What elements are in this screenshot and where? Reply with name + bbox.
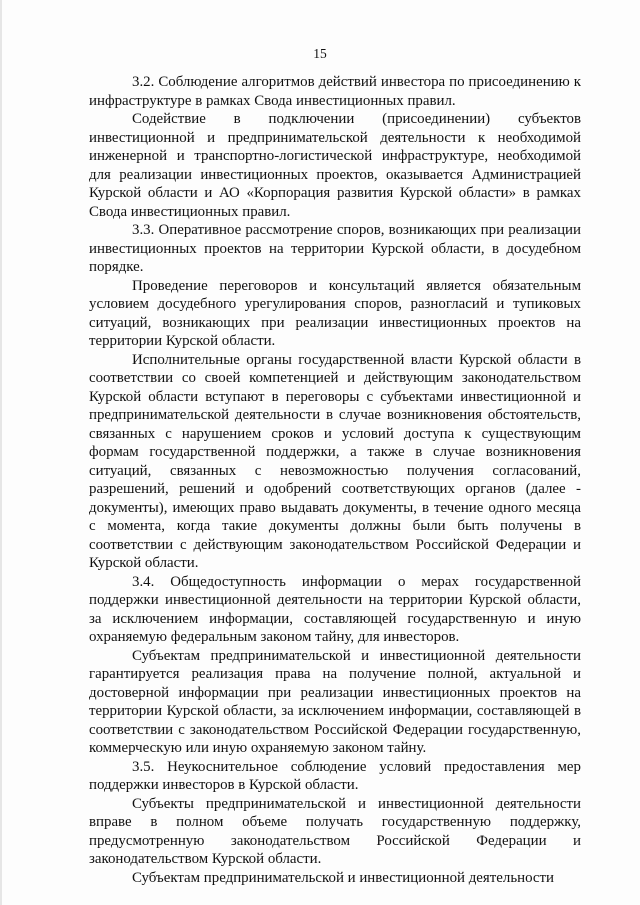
paragraph-state-support: Субъекты предпринимательской и инвестиционной деятельности вправе в полном объеме получать государственную поддержку, предусмотренную законодательством Российской Федерации и законодательством Курской области. (89, 795, 581, 867)
paragraph-executive-bodies: Исполнительные органы государственной власти Курской области в соответствии со своей компетенцией и действующим законодательством Курской области вступают в переговоры с субъектами инвестиционной и предпринимательской деятельности в случае возникновения обстоятельств, связанных с нарушением сроков и условий доступа к существующим формам государственной поддержки, а также в случае возникновения ситуаций, связанных с невозможностью получения согласований, разрешений, решений и одобрений соответствующих органов (далее - документы), имеющих право выдавать документы, в течение одного месяца с момента, когда такие документы должны были быть получены в соответствии с действующим законодательством Российской Федерации и Курской области. (89, 351, 581, 571)
paragraph-3-5-heading: 3.5. Неукоснительное соблюдение условий предоставления мер поддержки инвесторов в Курской области. (89, 758, 581, 793)
document-body (89, 73, 581, 887)
paragraph-negotiations: Проведение переговоров и консультаций является обязательным условием досудебного урегулирования споров, разногласий и тупиковых ситуаций, возникающих при реализации инвестиционных проектов на территории Курской области. (89, 277, 581, 349)
paragraph-information-rights: Субъектам предпринимательской и инвестиционной деятельности гарантируется реализация права на получение полной, актуальной и достоверной информации при реализации инвестиционных проектов на территории Курской области, за исключением информации, составляющей в соответствии с законодательством Российской Федерации государственную, коммерческую или иную охраняемую законом тайну. (89, 647, 581, 756)
paragraph-3-4-heading: 3.4. Общедоступность информации о мерах государственной поддержки инвестиционной деятельности на территории Курской области, за исключением информации, составляющей государственную и иную охраняемую федеральным законом тайну, для инвесторов. (89, 573, 581, 645)
paragraph-3-2-heading: 3.2. Соблюдение алгоритмов действий инвестора по присоединению к инфраструктуре в рамках Свода инвестиционных правил. (89, 74, 581, 109)
page-number: 15 (313, 46, 327, 61)
scan-edge (0, 0, 2, 905)
paragraph-3-3-heading: 3.3. Оперативное рассмотрение споров, возникающих при реализации инвестиционных проектов на территории Курской области, в досудебном порядке. (89, 222, 581, 275)
paragraph-continued: Субъектам предпринимательской и инвестиционной деятельности (132, 869, 554, 886)
paragraph-infrastructure-assistance: Содействие в подключении (присоединении) субъектов инвестиционной и предпринимательской деятельности к необходимой инженерной и транспортно-логистической инфраструктуре, необходимой для реализации инвестиционных проектов, оказывается Администрацией Курской области и АО «Корпорация развития Курской области» в рамках Свода инвестиционных правил. (89, 111, 581, 220)
